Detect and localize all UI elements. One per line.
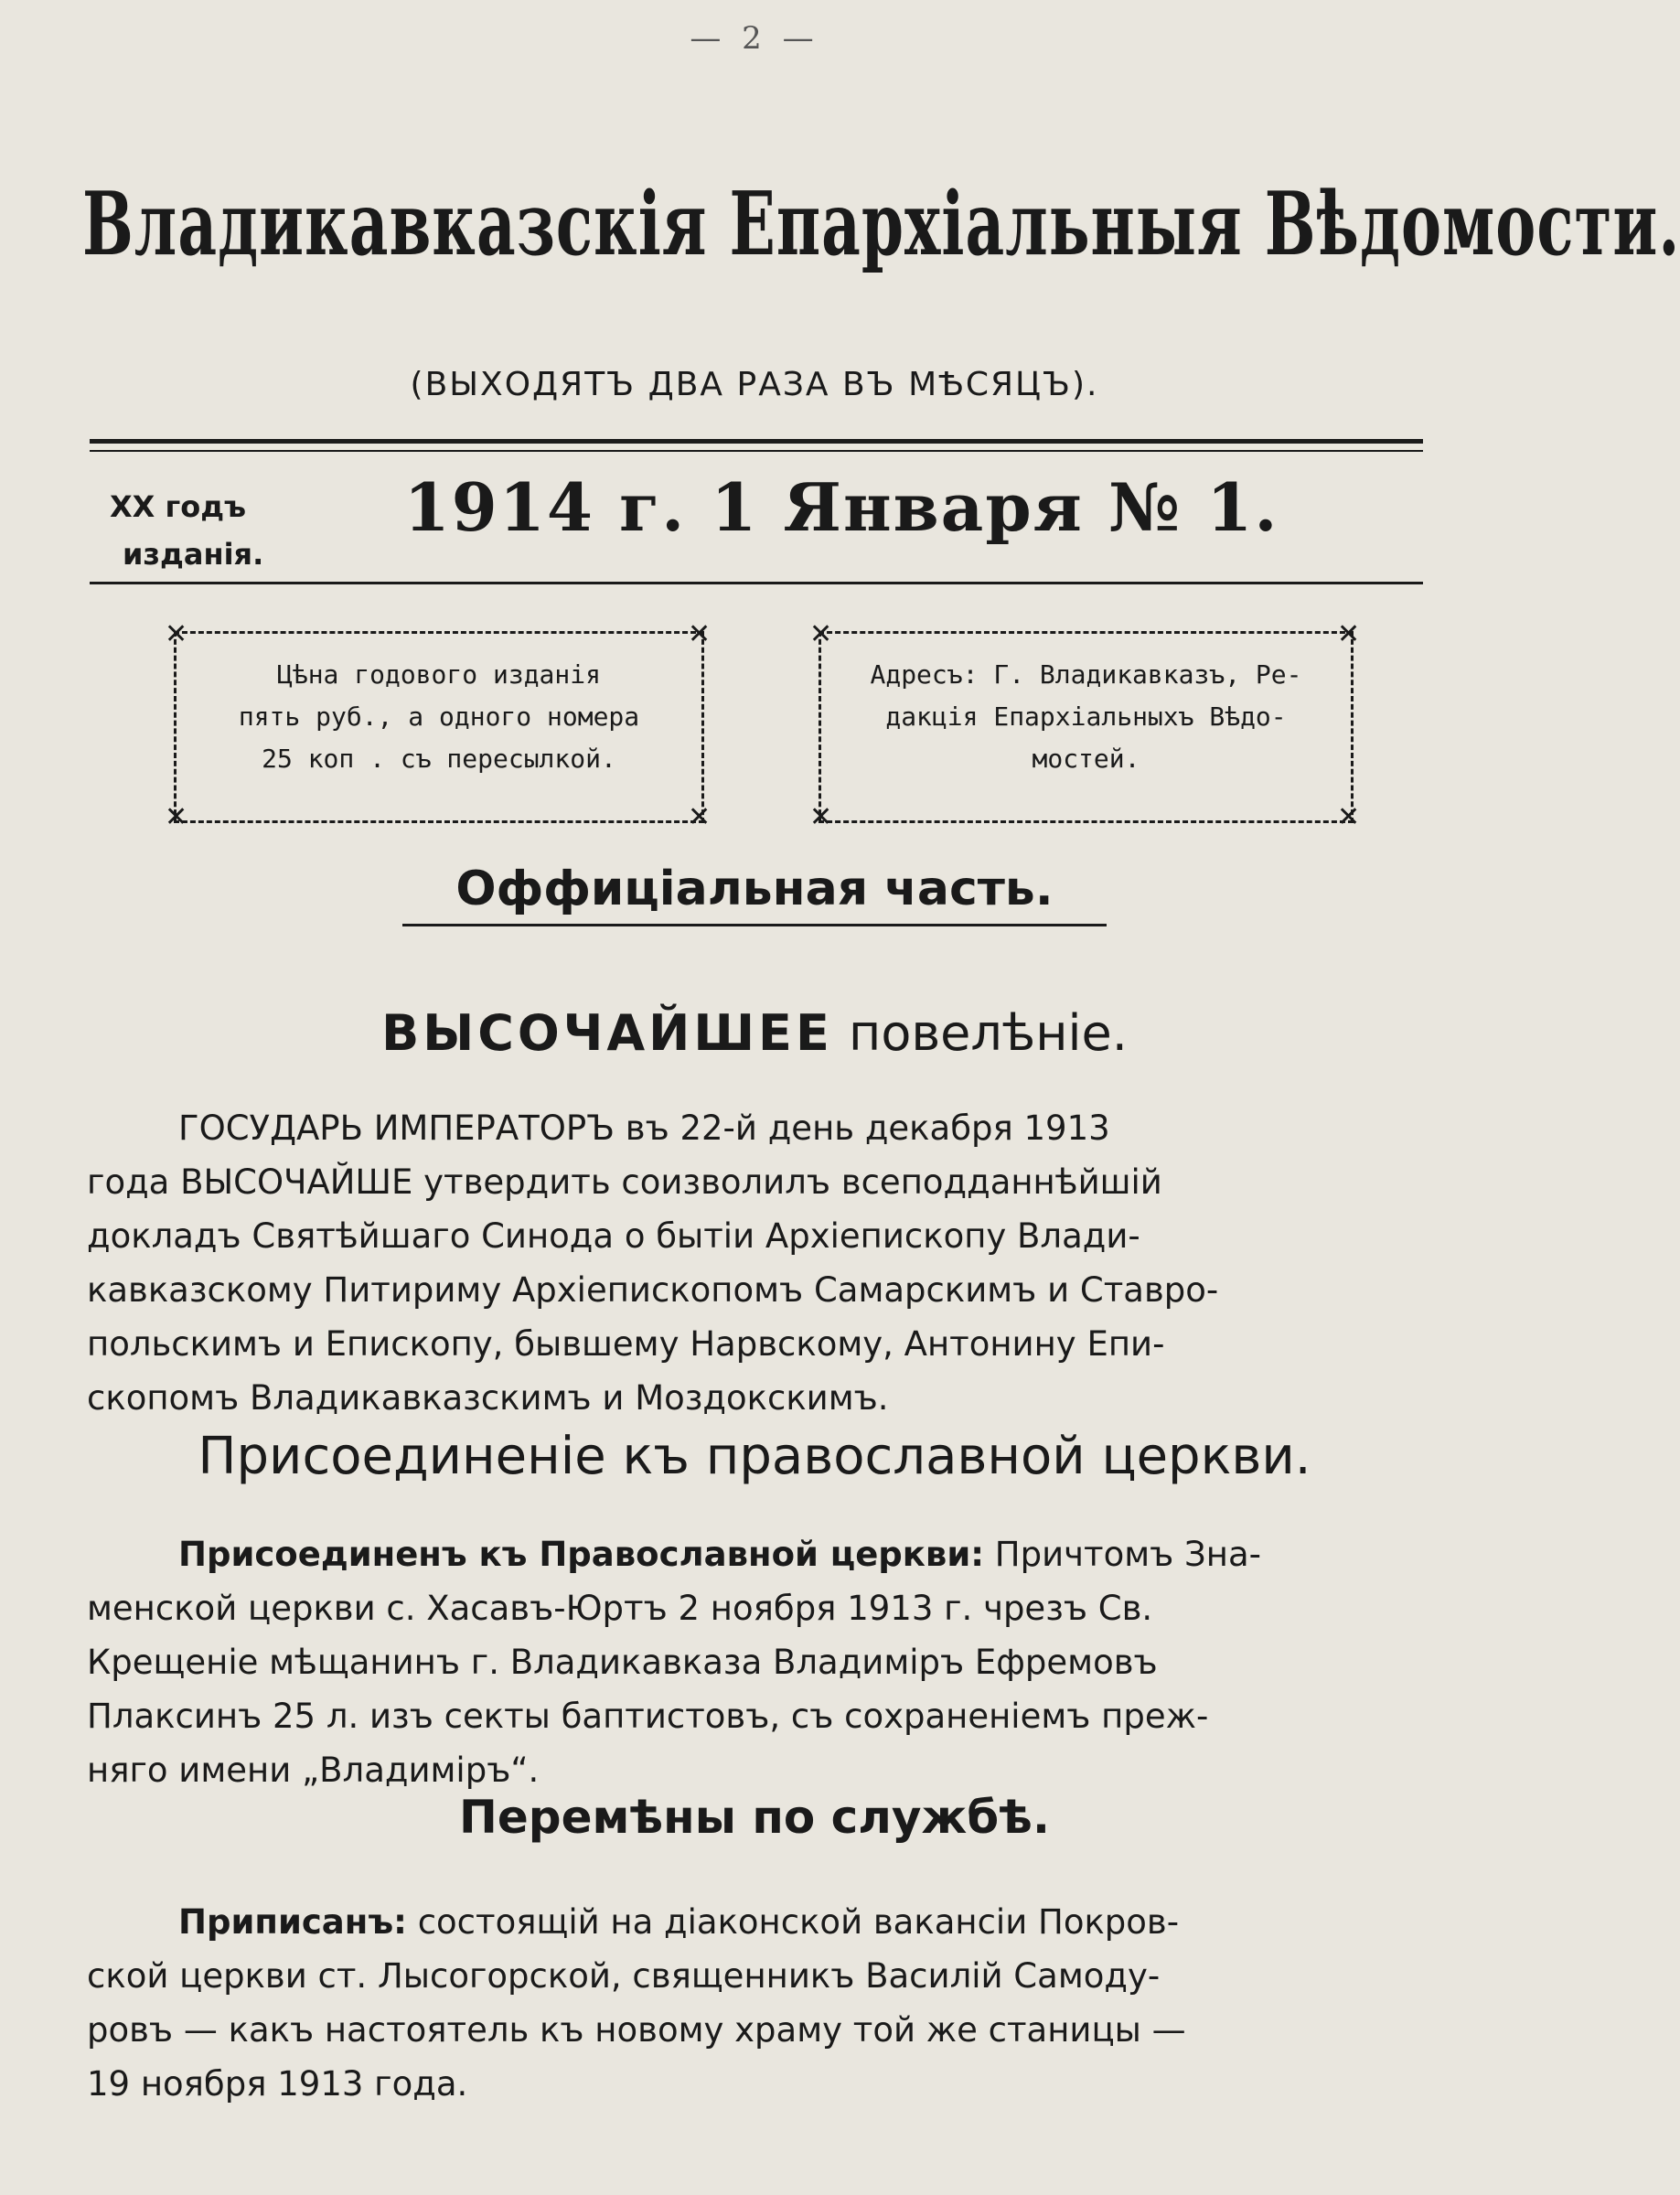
text-line: года ВЫСОЧАЙШЕ утвердить соизволилъ всеподданнѣйшій xyxy=(87,1162,1162,1202)
text-line: ской церкви ст. Лысогорской, священникъ Василій Самоду- xyxy=(87,1956,1161,1996)
text-line: Плаксинъ 25 л. изъ секты баптистовъ, съ сохраненіемъ преж- xyxy=(87,1697,1209,1736)
joining-lead: Присоединенъ къ Православной церкви: xyxy=(178,1535,985,1574)
decree-title-caps: ВЫСОЧАЙШЕЕ xyxy=(381,1004,833,1062)
changes-first-rest: состоящій на діаконской вакансіи Покров- xyxy=(406,1902,1180,1942)
text-line xyxy=(87,1895,1413,1949)
official-part-title: Оффиціальная часть. xyxy=(455,862,1054,916)
masthead-title: Владикавказскія Епархіальныя Вѣдомости. xyxy=(82,172,1680,276)
header-rule-bottom xyxy=(90,582,1423,584)
publication-year xyxy=(110,483,263,578)
corner-ornament-icon: ✕ xyxy=(1337,618,1361,650)
corner-ornament-icon: ✕ xyxy=(809,618,833,650)
text-line: кавказскому Питириму Архіепископомъ Самарскимъ и Ставро- xyxy=(87,1270,1219,1310)
official-underline xyxy=(402,924,1107,926)
address-line: дакція Епархіальныхъ Вѣдо- xyxy=(885,701,1287,732)
text-line xyxy=(87,1527,1413,1581)
changes-paragraph xyxy=(87,1895,1413,2111)
address-line: мостей. xyxy=(1032,744,1140,774)
joining-paragraph xyxy=(87,1527,1413,1797)
text-line: ровъ — какъ настоятель къ новому храму той же станицы — xyxy=(87,2010,1186,2050)
price-box xyxy=(174,631,704,823)
page-number: — 2 — xyxy=(690,20,819,57)
corner-ornament-icon: ✕ xyxy=(1337,801,1361,833)
address-line: Адресъ: Г. Владикавказъ, Ре- xyxy=(870,659,1302,690)
decree-title-rest: повелѣніе. xyxy=(849,1004,1128,1062)
price-line: 25 коп . съ пересылкой. xyxy=(262,744,616,774)
corner-ornament-icon: ✕ xyxy=(165,618,188,650)
decree-paragraph xyxy=(87,1101,1413,1425)
text-line: менской церкви с. Хасавъ-Юртъ 2 ноября 1913 г. чрезъ Св. xyxy=(87,1589,1153,1628)
corner-ornament-icon: ✕ xyxy=(688,801,712,833)
text-line: 19 ноября 1913 года. xyxy=(87,2064,468,2104)
decree-title xyxy=(82,1004,1427,1062)
year-line-edition: изданія. xyxy=(123,537,264,572)
corner-ornament-icon: ✕ xyxy=(165,801,188,833)
header-rule-thick xyxy=(90,439,1423,444)
corner-ornament-icon: ✕ xyxy=(688,618,712,650)
header-rule-thin xyxy=(90,450,1423,452)
address-box xyxy=(819,631,1354,823)
text-line: скопомъ Владикавказскимъ и Моздокскимъ. xyxy=(87,1378,889,1418)
year-line: XX годъ xyxy=(110,489,247,524)
service-changes-title: Перемѣны по службѣ. xyxy=(459,1791,1050,1844)
changes-lead: Приписанъ: xyxy=(178,1902,407,1942)
corner-ornament-icon: ✕ xyxy=(809,801,833,833)
price-line: пять руб., а одного номера xyxy=(238,701,640,732)
text-line: докладъ Святѣйшаго Синода о бытіи Архіепископу Влади- xyxy=(87,1216,1140,1256)
joining-first-rest: Причтомъ Зна- xyxy=(984,1535,1261,1574)
issue-date: 1914 г. 1 Января № 1. xyxy=(403,468,1279,546)
text-line: Крещеніе мѣщанинъ г. Владикавказа Владиміръ Ефремовъ xyxy=(87,1643,1158,1682)
publication-frequency: (ВЫХОДЯТЪ ДВА РАЗА ВЪ МѢСЯЦЪ). xyxy=(410,366,1099,403)
text-line: польскимъ и Епископу, бывшему Нарвскому, Антонину Епи- xyxy=(87,1324,1165,1364)
joining-title: Присоединеніе къ православной церкви. xyxy=(198,1427,1311,1486)
price-line: Цѣна годового изданія xyxy=(276,659,601,690)
text-line: няго имени „Владиміръ“. xyxy=(87,1751,540,1790)
text-line: ГОСУДАРЬ ИМПЕРАТОРЪ въ 22-й день декабря 1913 xyxy=(178,1108,1110,1148)
